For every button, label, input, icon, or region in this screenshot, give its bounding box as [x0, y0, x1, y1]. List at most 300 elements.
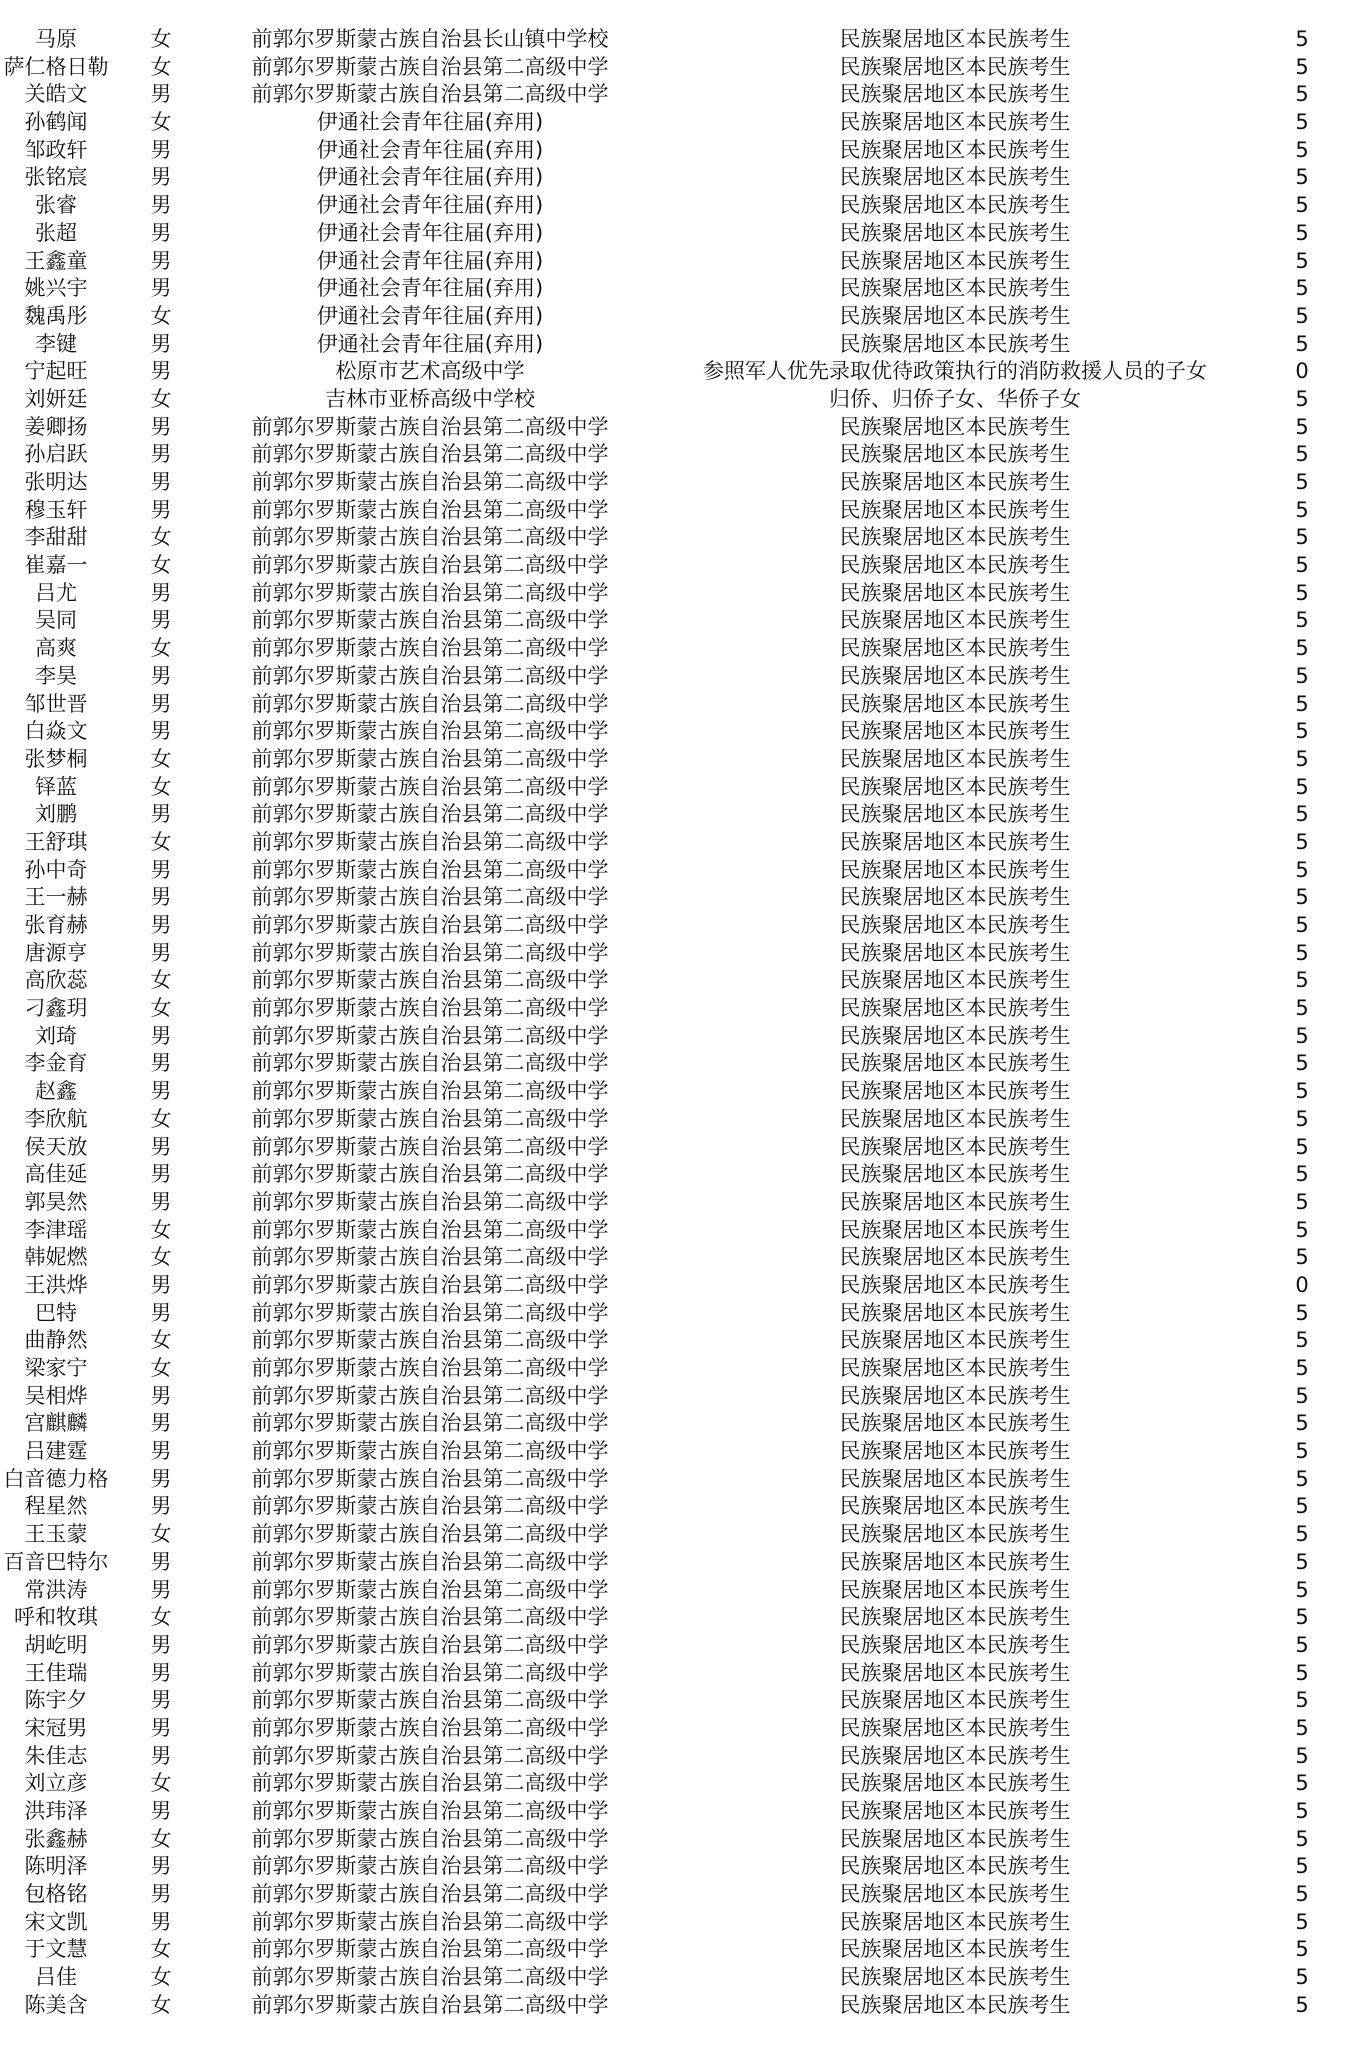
school-cell: 前郭尔罗斯蒙古族自治县第二高级中学	[251, 1272, 609, 1297]
table-row	[0, 1050, 1367, 1078]
gender-cell: 男	[150, 193, 172, 218]
gender-cell: 男	[150, 414, 172, 439]
student-name-cell: 侯天放	[24, 1134, 88, 1159]
student-name-cell: 刘妍廷	[24, 386, 88, 411]
school-cell: 前郭尔罗斯蒙古族自治县第二高级中学	[251, 580, 609, 605]
student-name-cell: 常洪涛	[24, 1577, 88, 1602]
school-cell: 前郭尔罗斯蒙古族自治县第二高级中学	[251, 1660, 609, 1685]
bonus-category-cell: 民族聚居地区本民族考生	[839, 1688, 1071, 1713]
school-cell: 伊通社会青年往届(弃用)	[316, 137, 544, 162]
gender-cell: 男	[150, 497, 172, 522]
bonus-category-cell: 民族聚居地区本民族考生	[839, 1162, 1071, 1187]
bonus-points-cell: 5	[1295, 1383, 1309, 1408]
gender-cell: 男	[150, 1272, 172, 1297]
gender-cell: 男	[150, 1715, 172, 1740]
bonus-category-cell: 民族聚居地区本民族考生	[839, 1328, 1071, 1353]
student-name-cell: 洪玮泽	[24, 1799, 88, 1823]
school-cell: 前郭尔罗斯蒙古族自治县第二高级中学	[251, 691, 609, 716]
gender-cell: 男	[150, 1660, 172, 1685]
table-row	[0, 1189, 1367, 1217]
table-row	[0, 884, 1367, 912]
gender-cell: 男	[150, 1300, 172, 1325]
student-name-cell: 宋文凯	[24, 1909, 88, 1934]
school-cell: 伊通社会青年往届(弃用)	[316, 331, 544, 356]
bonus-points-cell: 5	[1295, 996, 1309, 1021]
gender-cell: 男	[150, 1466, 172, 1491]
student-name-cell: 刘琦	[35, 1023, 77, 1048]
bonus-category-cell: 民族聚居地区本民族考生	[839, 1245, 1071, 1270]
bonus-category-cell: 民族聚居地区本民族考生	[839, 303, 1071, 328]
student-name-cell: 陈明泽	[24, 1854, 88, 1879]
school-cell: 前郭尔罗斯蒙古族自治县第二高级中学	[251, 1356, 609, 1380]
table-row	[0, 1078, 1367, 1106]
school-cell: 前郭尔罗斯蒙古族自治县第二高级中学	[251, 1549, 609, 1574]
bonus-category-cell: 民族聚居地区本民族考生	[839, 1356, 1071, 1380]
school-cell: 前郭尔罗斯蒙古族自治县长山镇中学校	[251, 27, 609, 51]
bonus-category-cell: 民族聚居地区本民族考生	[839, 165, 1071, 190]
bonus-points-cell: 5	[1295, 663, 1309, 688]
school-cell: 前郭尔罗斯蒙古族自治县第二高级中学	[251, 802, 609, 827]
bonus-points-cell: 5	[1295, 386, 1309, 411]
school-cell: 前郭尔罗斯蒙古族自治县第二高级中学	[251, 1688, 609, 1713]
bonus-points-cell: 5	[1295, 913, 1309, 937]
table-row	[0, 109, 1367, 137]
student-name-cell: 萨仁格日勒	[3, 54, 109, 79]
table-row	[0, 248, 1367, 276]
table-row	[0, 635, 1367, 663]
gender-cell: 女	[150, 1826, 172, 1851]
school-cell: 前郭尔罗斯蒙古族自治县第二高级中学	[251, 1799, 609, 1823]
gender-cell: 女	[150, 1605, 172, 1630]
table-row	[0, 358, 1367, 386]
bonus-points-cell: 5	[1295, 1854, 1309, 1879]
bonus-points-cell: 5	[1295, 27, 1309, 51]
bonus-points-cell: 5	[1295, 193, 1309, 218]
bonus-points-cell: 5	[1295, 1826, 1309, 1851]
bonus-category-cell: 民族聚居地区本民族考生	[839, 110, 1071, 135]
bonus-category-cell: 民族聚居地区本民族考生	[839, 1189, 1071, 1214]
school-cell: 前郭尔罗斯蒙古族自治县第二高级中学	[251, 1494, 609, 1519]
table-row	[0, 1327, 1367, 1355]
table-row	[0, 1687, 1367, 1715]
gender-cell: 男	[150, 691, 172, 716]
student-name-cell: 张育赫	[24, 913, 88, 937]
school-cell: 前郭尔罗斯蒙古族自治县第二高级中学	[251, 1439, 609, 1464]
table-row	[0, 26, 1367, 54]
gender-cell: 男	[150, 1577, 172, 1602]
gender-cell: 女	[150, 829, 172, 854]
table-row	[0, 303, 1367, 331]
bonus-category-cell: 民族聚居地区本民族考生	[839, 1411, 1071, 1436]
bonus-points-cell: 5	[1295, 1217, 1309, 1242]
student-name-cell: 张梦桐	[24, 746, 88, 771]
student-name-cell: 王佳瑞	[24, 1660, 88, 1685]
school-cell: 松原市艺术高级中学	[335, 359, 525, 384]
table-row	[0, 1466, 1367, 1494]
bonus-category-cell: 民族聚居地区本民族考生	[839, 414, 1071, 439]
school-cell: 前郭尔罗斯蒙古族自治县第二高级中学	[251, 1522, 609, 1547]
bonus-category-cell: 民族聚居地区本民族考生	[839, 1992, 1071, 2017]
table-row	[0, 718, 1367, 746]
bonus-points-cell: 5	[1295, 110, 1309, 135]
bonus-category-cell: 民族聚居地区本民族考生	[839, 497, 1071, 522]
gender-cell: 男	[150, 220, 172, 245]
bonus-points-cell: 5	[1295, 857, 1309, 882]
school-cell: 伊通社会青年往届(弃用)	[316, 165, 544, 190]
table-row	[0, 1300, 1367, 1328]
bonus-points-cell: 5	[1295, 1411, 1309, 1436]
bonus-points-cell: 5	[1295, 1937, 1309, 1962]
school-cell: 前郭尔罗斯蒙古族自治县第二高级中学	[251, 1771, 609, 1796]
table-row	[0, 1577, 1367, 1605]
student-name-cell: 孙鹤闻	[24, 110, 88, 135]
bonus-points-cell: 5	[1295, 331, 1309, 356]
table-row	[0, 1660, 1367, 1688]
student-name-cell: 张铭宸	[24, 165, 88, 190]
gender-cell: 女	[150, 553, 172, 578]
gender-cell: 男	[150, 359, 172, 384]
student-name-cell: 巴特	[35, 1300, 77, 1325]
table-row	[0, 414, 1367, 442]
table-row	[0, 524, 1367, 552]
student-name-cell: 韩妮燃	[24, 1245, 88, 1270]
table-row	[0, 441, 1367, 469]
student-name-cell: 宋冠男	[24, 1715, 88, 1740]
table-row	[0, 1964, 1367, 1992]
school-cell: 前郭尔罗斯蒙古族自治县第二高级中学	[251, 54, 609, 79]
table-row	[0, 580, 1367, 608]
gender-cell: 女	[150, 1356, 172, 1380]
bonus-category-cell: 民族聚居地区本民族考生	[839, 857, 1071, 882]
bonus-points-cell: 5	[1295, 636, 1309, 661]
bonus-points-cell: 5	[1295, 1162, 1309, 1187]
bonus-category-cell: 民族聚居地区本民族考生	[839, 719, 1071, 744]
gender-cell: 女	[150, 27, 172, 51]
table-row	[0, 1134, 1367, 1162]
bonus-points-cell: 5	[1295, 1466, 1309, 1491]
gender-cell: 男	[150, 1162, 172, 1187]
school-cell: 伊通社会青年往届(弃用)	[316, 220, 544, 245]
bonus-category-cell: 民族聚居地区本民族考生	[839, 220, 1071, 245]
student-name-cell: 陈美含	[24, 1992, 88, 2017]
school-cell: 前郭尔罗斯蒙古族自治县第二高级中学	[251, 1992, 609, 2017]
bonus-category-cell: 民族聚居地区本民族考生	[839, 1134, 1071, 1159]
gender-cell: 男	[150, 663, 172, 688]
bonus-category-cell: 民族聚居地区本民族考生	[839, 1272, 1071, 1297]
student-name-cell: 于文慧	[24, 1937, 88, 1962]
school-cell: 前郭尔罗斯蒙古族自治县第二高级中学	[251, 1023, 609, 1048]
school-cell: 前郭尔罗斯蒙古族自治县第二高级中学	[251, 1383, 609, 1408]
table-row	[0, 1604, 1367, 1632]
gender-cell: 男	[150, 1882, 172, 1907]
bonus-category-cell: 民族聚居地区本民族考生	[839, 1882, 1071, 1907]
table-row	[0, 1383, 1367, 1411]
school-cell: 前郭尔罗斯蒙古族自治县第二高级中学	[251, 1328, 609, 1353]
bonus-category-cell: 民族聚居地区本民族考生	[839, 1632, 1071, 1657]
gender-cell: 男	[150, 1632, 172, 1657]
bonus-points-cell: 0	[1295, 1272, 1309, 1297]
gender-cell: 女	[150, 636, 172, 661]
student-bonus-list	[0, 26, 1367, 2020]
student-name-cell: 崔嘉一	[24, 553, 88, 578]
bonus-points-cell: 5	[1295, 1632, 1309, 1657]
bonus-category-cell: 民族聚居地区本民族考生	[839, 553, 1071, 578]
gender-cell: 男	[150, 1688, 172, 1713]
bonus-category-cell: 民族聚居地区本民族考生	[839, 940, 1071, 965]
bonus-points-cell: 5	[1295, 1245, 1309, 1270]
bonus-category-cell: 民族聚居地区本民族考生	[839, 1217, 1071, 1242]
student-name-cell: 马原	[35, 27, 77, 51]
school-cell: 伊通社会青年往届(弃用)	[316, 303, 544, 328]
student-name-cell: 唐源亨	[24, 940, 88, 965]
school-cell: 前郭尔罗斯蒙古族自治县第二高级中学	[251, 940, 609, 965]
table-row	[0, 1715, 1367, 1743]
school-cell: 前郭尔罗斯蒙古族自治县第二高级中学	[251, 996, 609, 1021]
table-row	[0, 1853, 1367, 1881]
bonus-category-cell: 民族聚居地区本民族考生	[839, 691, 1071, 716]
table-row	[0, 1161, 1367, 1189]
student-name-cell: 穆玉轩	[24, 497, 88, 522]
school-cell: 伊通社会青年往届(弃用)	[316, 248, 544, 273]
school-cell: 伊通社会青年往届(弃用)	[316, 193, 544, 218]
table-row	[0, 1909, 1367, 1937]
bonus-category-cell: 民族聚居地区本民族考生	[839, 802, 1071, 827]
bonus-points-cell: 5	[1295, 885, 1309, 910]
student-name-cell: 郭昊然	[24, 1189, 88, 1214]
school-cell: 前郭尔罗斯蒙古族自治县第二高级中学	[251, 1937, 609, 1962]
student-name-cell: 程星然	[24, 1494, 88, 1519]
school-cell: 前郭尔罗斯蒙古族自治县第二高级中学	[251, 1577, 609, 1602]
bonus-category-cell: 民族聚居地区本民族考生	[839, 1715, 1071, 1740]
bonus-category-cell: 民族聚居地区本民族考生	[839, 1383, 1071, 1408]
bonus-category-cell: 民族聚居地区本民族考生	[839, 54, 1071, 79]
student-name-cell: 高欣蕊	[24, 968, 88, 993]
gender-cell: 女	[150, 303, 172, 328]
school-cell: 前郭尔罗斯蒙古族自治县第二高级中学	[251, 636, 609, 661]
bonus-points-cell: 5	[1295, 1079, 1309, 1104]
bonus-category-cell: 民族聚居地区本民族考生	[839, 913, 1071, 937]
bonus-category-cell: 民族聚居地区本民族考生	[839, 663, 1071, 688]
bonus-category-cell: 归侨、归侨子女、华侨子女	[829, 386, 1081, 411]
bonus-category-cell: 民族聚居地区本民族考生	[839, 580, 1071, 605]
school-cell: 前郭尔罗斯蒙古族自治县第二高级中学	[251, 470, 609, 494]
school-cell: 前郭尔罗斯蒙古族自治县第二高级中学	[251, 857, 609, 882]
bonus-points-cell: 5	[1295, 1605, 1309, 1630]
bonus-points-cell: 5	[1295, 1965, 1309, 1990]
gender-cell: 女	[150, 1965, 172, 1990]
student-name-cell: 梁家宁	[24, 1356, 88, 1380]
table-row	[0, 1272, 1367, 1300]
student-name-cell: 吴相烨	[24, 1383, 88, 1408]
school-cell: 前郭尔罗斯蒙古族自治县第二高级中学	[251, 1605, 609, 1630]
bonus-category-cell: 民族聚居地区本民族考生	[839, 1494, 1071, 1519]
gender-cell: 男	[150, 1023, 172, 1048]
student-name-cell: 关皓文	[24, 82, 88, 107]
school-cell: 伊通社会青年往届(弃用)	[316, 276, 544, 301]
gender-cell: 男	[150, 885, 172, 910]
school-cell: 前郭尔罗斯蒙古族自治县第二高级中学	[251, 719, 609, 744]
school-cell: 前郭尔罗斯蒙古族自治县第二高级中学	[251, 1106, 609, 1131]
student-name-cell: 吕尤	[35, 580, 77, 605]
gender-cell: 男	[150, 331, 172, 356]
bonus-points-cell: 5	[1295, 1743, 1309, 1768]
bonus-category-cell: 民族聚居地区本民族考生	[839, 774, 1071, 799]
student-name-cell: 高爽	[35, 636, 77, 661]
school-cell: 前郭尔罗斯蒙古族自治县第二高级中学	[251, 1715, 609, 1740]
student-name-cell: 张明达	[24, 470, 88, 494]
bonus-category-cell: 民族聚居地区本民族考生	[839, 746, 1071, 771]
student-name-cell: 李金育	[24, 1051, 88, 1076]
table-row	[0, 774, 1367, 802]
bonus-points-cell: 5	[1295, 802, 1309, 827]
gender-cell: 女	[150, 996, 172, 1021]
bonus-points-cell: 5	[1295, 1909, 1309, 1934]
gender-cell: 女	[150, 774, 172, 799]
table-row	[0, 912, 1367, 940]
bonus-points-cell: 5	[1295, 470, 1309, 494]
bonus-points-cell: 5	[1295, 1300, 1309, 1325]
bonus-category-cell: 民族聚居地区本民族考生	[839, 1079, 1071, 1104]
gender-cell: 男	[150, 580, 172, 605]
student-name-cell: 白焱文	[24, 719, 88, 744]
gender-cell: 男	[150, 1079, 172, 1104]
school-cell: 前郭尔罗斯蒙古族自治县第二高级中学	[251, 968, 609, 993]
bonus-points-cell: 5	[1295, 1023, 1309, 1048]
table-row	[0, 1798, 1367, 1826]
bonus-category-cell: 民族聚居地区本民族考生	[839, 525, 1071, 550]
bonus-points-cell: 5	[1295, 1328, 1309, 1353]
student-name-cell: 胡屹明	[24, 1632, 88, 1657]
bonus-points-cell: 5	[1295, 248, 1309, 273]
gender-cell: 男	[150, 82, 172, 107]
student-name-cell: 刘立彦	[24, 1771, 88, 1796]
table-row	[0, 192, 1367, 220]
bonus-category-cell: 民族聚居地区本民族考生	[839, 1466, 1071, 1491]
gender-cell: 女	[150, 110, 172, 135]
bonus-category-cell: 民族聚居地区本民族考生	[839, 1799, 1071, 1823]
gender-cell: 女	[150, 525, 172, 550]
school-cell: 前郭尔罗斯蒙古族自治县第二高级中学	[251, 1245, 609, 1270]
student-name-cell: 姜卿扬	[24, 414, 88, 439]
bonus-category-cell: 民族聚居地区本民族考生	[839, 1549, 1071, 1574]
student-name-cell: 王舒琪	[24, 829, 88, 854]
bonus-points-cell: 5	[1295, 1799, 1309, 1823]
gender-cell: 女	[150, 1522, 172, 1547]
bonus-category-cell: 民族聚居地区本民族考生	[839, 1854, 1071, 1879]
bonus-points-cell: 5	[1295, 525, 1309, 550]
school-cell: 前郭尔罗斯蒙古族自治县第二高级中学	[251, 1826, 609, 1851]
gender-cell: 女	[150, 746, 172, 771]
bonus-category-cell: 民族聚居地区本民族考生	[839, 193, 1071, 218]
bonus-points-cell: 5	[1295, 442, 1309, 467]
bonus-points-cell: 5	[1295, 719, 1309, 744]
bonus-category-cell: 民族聚居地区本民族考生	[839, 248, 1071, 273]
gender-cell: 男	[150, 470, 172, 494]
gender-cell: 女	[150, 54, 172, 79]
school-cell: 前郭尔罗斯蒙古族自治县第二高级中学	[251, 1965, 609, 1990]
school-cell: 前郭尔罗斯蒙古族自治县第二高级中学	[251, 1466, 609, 1491]
table-row	[0, 1743, 1367, 1771]
gender-cell: 男	[150, 1549, 172, 1574]
student-name-cell: 百音巴特尔	[3, 1549, 109, 1574]
table-row	[0, 607, 1367, 635]
school-cell: 前郭尔罗斯蒙古族自治县第二高级中学	[251, 497, 609, 522]
school-cell: 前郭尔罗斯蒙古族自治县第二高级中学	[251, 82, 609, 107]
table-row	[0, 81, 1367, 109]
student-name-cell: 吕佳	[35, 1965, 77, 1990]
bonus-points-cell: 5	[1295, 1715, 1309, 1740]
table-row	[0, 1992, 1367, 2020]
gender-cell: 男	[150, 1051, 172, 1076]
school-cell: 前郭尔罗斯蒙古族自治县第二高级中学	[251, 746, 609, 771]
gender-cell: 男	[150, 913, 172, 937]
table-row	[0, 1632, 1367, 1660]
bonus-points-cell: 5	[1295, 1660, 1309, 1685]
table-row	[0, 1244, 1367, 1272]
bonus-category-cell: 民族聚居地区本民族考生	[839, 1909, 1071, 1934]
student-name-cell: 魏禹彤	[24, 303, 88, 328]
bonus-category-cell: 民族聚居地区本民族考生	[839, 442, 1071, 467]
bonus-category-cell: 民族聚居地区本民族考生	[839, 27, 1071, 51]
school-cell: 前郭尔罗斯蒙古族自治县第二高级中学	[251, 525, 609, 550]
student-name-cell: 张超	[35, 220, 77, 245]
bonus-points-cell: 5	[1295, 1522, 1309, 1547]
bonus-category-cell: 民族聚居地区本民族考生	[839, 1743, 1071, 1768]
student-name-cell: 王洪烨	[24, 1272, 88, 1297]
bonus-category-cell: 民族聚居地区本民族考生	[839, 137, 1071, 162]
bonus-points-cell: 5	[1295, 1134, 1309, 1159]
bonus-category-cell: 民族聚居地区本民族考生	[839, 1106, 1071, 1131]
gender-cell: 男	[150, 1439, 172, 1464]
table-row	[0, 54, 1367, 82]
table-row	[0, 220, 1367, 248]
table-row	[0, 1355, 1367, 1383]
student-name-cell: 邹世晋	[24, 691, 88, 716]
gender-cell: 男	[150, 248, 172, 273]
bonus-points-cell: 5	[1295, 1051, 1309, 1076]
bonus-category-cell: 民族聚居地区本民族考生	[839, 1937, 1071, 1962]
gender-cell: 男	[150, 719, 172, 744]
bonus-category-cell: 民族聚居地区本民族考生	[839, 1605, 1071, 1630]
school-cell: 前郭尔罗斯蒙古族自治县第二高级中学	[251, 1632, 609, 1657]
bonus-points-cell: 5	[1295, 1771, 1309, 1796]
gender-cell: 女	[150, 1106, 172, 1131]
school-cell: 前郭尔罗斯蒙古族自治县第二高级中学	[251, 1134, 609, 1159]
gender-cell: 女	[150, 968, 172, 993]
school-cell: 前郭尔罗斯蒙古族自治县第二高级中学	[251, 663, 609, 688]
gender-cell: 女	[150, 1328, 172, 1353]
school-cell: 吉林市亚桥高级中学校	[325, 386, 535, 411]
school-cell: 前郭尔罗斯蒙古族自治县第二高级中学	[251, 1411, 609, 1436]
bonus-points-cell: 5	[1295, 968, 1309, 993]
table-row	[0, 164, 1367, 192]
school-cell: 前郭尔罗斯蒙古族自治县第二高级中学	[251, 1051, 609, 1076]
table-row	[0, 746, 1367, 774]
bonus-points-cell: 5	[1295, 497, 1309, 522]
school-cell: 伊通社会青年往届(弃用)	[316, 110, 544, 135]
gender-cell: 男	[150, 276, 172, 301]
bonus-category-cell: 民族聚居地区本民族考生	[839, 470, 1071, 494]
table-row	[0, 1493, 1367, 1521]
bonus-points-cell: 5	[1295, 82, 1309, 107]
gender-cell: 男	[150, 1494, 172, 1519]
student-name-cell: 刘鹏	[35, 802, 77, 827]
gender-cell: 男	[150, 1411, 172, 1436]
bonus-points-cell: 5	[1295, 1494, 1309, 1519]
gender-cell: 男	[150, 940, 172, 965]
bonus-points-cell: 5	[1295, 303, 1309, 328]
bonus-category-cell: 民族聚居地区本民族考生	[839, 276, 1071, 301]
